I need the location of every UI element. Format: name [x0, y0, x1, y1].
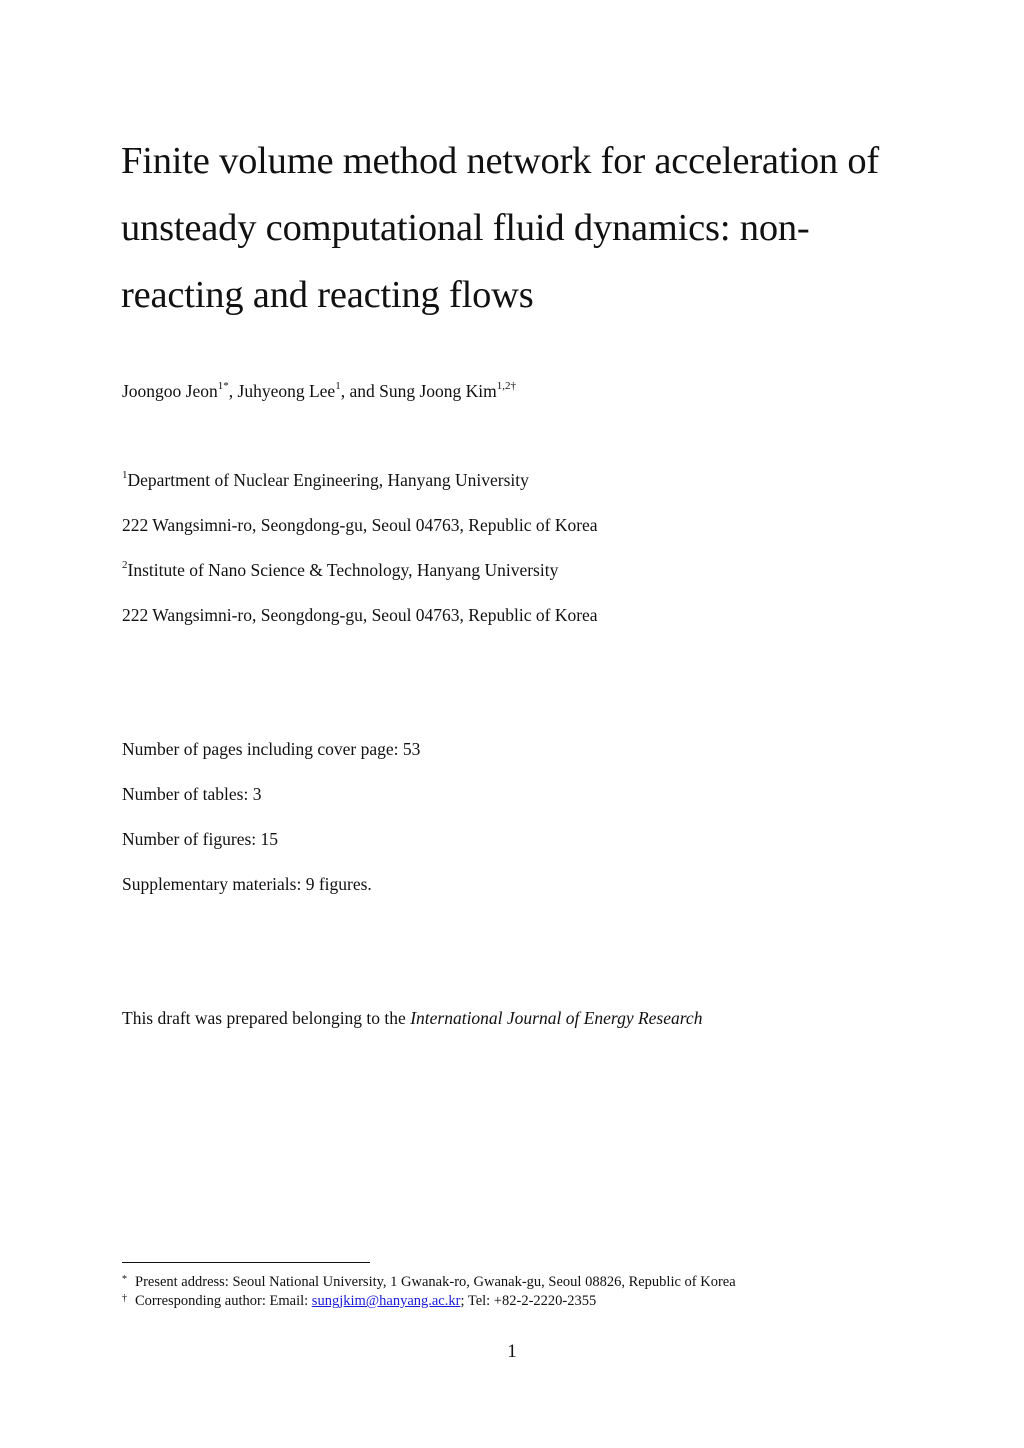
affiliation-1-name: Department of Nuclear Engineering, Hanyang University — [127, 470, 529, 490]
author-3-name: Sung Joong Kim — [379, 381, 497, 401]
author-2-affil-mark: 1 — [335, 380, 341, 393]
footnote-1-text: Present address: Seoul National University, 1 Gwanak-ro, Gwanak-gu, Seoul 08826, Republic of Korea — [135, 1274, 736, 1290]
affiliation-2-name: Institute of Nano Science & Technology, Hanyang University — [127, 560, 559, 580]
author-list — [122, 380, 516, 402]
author-1-name: Joongoo Jeon — [122, 381, 218, 401]
affiliation-1-address: 222 Wangsimni-ro, Seongdong-gu, Seoul 04763, Republic of Korea — [122, 515, 598, 535]
footnote-2-prefix: Corresponding author: Email: — [135, 1293, 312, 1309]
author-separator-2: , and — [340, 381, 380, 401]
draft-note-prefix: This draft was prepared belonging to the — [122, 1008, 411, 1028]
paper-title — [121, 128, 921, 329]
page-count: Number of pages including cover page: 53 — [122, 739, 421, 759]
title-line-3: reacting and reacting flows — [121, 274, 534, 316]
author-3-affil-mark: 1,2† — [496, 380, 517, 393]
affiliation-2 — [122, 559, 558, 581]
email-link[interactable]: sungjkim@hanyang.ac.kr — [311, 1293, 461, 1309]
title-line-2: unsteady computational fluid dynamics: non- — [121, 207, 810, 249]
footnote-rule — [122, 1262, 370, 1263]
footnote-present-address — [122, 1273, 736, 1291]
affiliation-1 — [122, 469, 529, 491]
journal-name: International Journal of Energy Research — [410, 1008, 703, 1028]
affiliation-1-mark: 1 — [122, 469, 128, 482]
table-count: Number of tables: 3 — [122, 784, 262, 804]
affiliation-2-mark: 2 — [122, 559, 128, 572]
supplementary-materials: Supplementary materials: 9 figures. — [122, 874, 372, 894]
figure-count: Number of figures: 15 — [122, 829, 279, 849]
author-separator-1: , — [228, 381, 238, 401]
author-1-affil-mark: 1* — [217, 380, 229, 393]
footnote-2-suffix: ; Tel: +82-2-2220-2355 — [460, 1293, 597, 1309]
page-number: 1 — [507, 1341, 517, 1362]
footnote-1-mark: * — [122, 1274, 127, 1285]
author-2-name: Juhyeong Lee — [237, 381, 336, 401]
title-line-1: Finite volume method network for acceleration of — [121, 140, 880, 182]
footnote-2-mark: † — [122, 1293, 127, 1304]
footnote-corresponding-author — [122, 1292, 596, 1310]
draft-note — [122, 1007, 702, 1029]
affiliation-2-address: 222 Wangsimni-ro, Seongdong-gu, Seoul 04763, Republic of Korea — [122, 605, 598, 625]
